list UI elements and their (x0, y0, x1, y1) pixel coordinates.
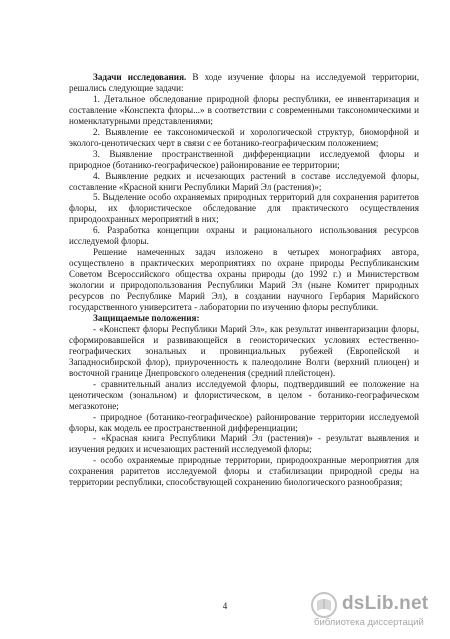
watermark-subtitle: библиотека диссертаций (314, 617, 424, 628)
defended-item: - «Конспект флоры Республики Марий Эл», как результат инвентаризации флоры, сформировавшейся и развивающейся в геоисторических условиях естественно-географических зональных и провинциальных рубежей (Европейской и Западносибирской флор), приуроченность к палеодолине Волги (верхний плиоцен) и восточной границе Днепровского оледенения (средний плейстоцен). (69, 323, 419, 378)
task-item: 1. Детальное обследование природной флоры республики, ее инвентаризация и составление «Конспекта флоры...» в соответствии с современными таксономическими и номенклатурными представлениями; (69, 93, 419, 126)
task-item: 5. Выделение особо охраняемых природных территорий для сохранения раритетов флоры, их флористическое обследование для практического осуществления природоохранных мероприятий в них; (69, 192, 419, 225)
defended-heading: Защищаемые положения: (93, 312, 200, 323)
task-item: 3. Выявление пространственной дифференциации исследуемой флоры и природное (ботанико-географическое) районирование ее территории; (69, 148, 419, 170)
task-item: 2. Выявление ее таксономической и хорологической структур, биоморфной и эколого-ценотических черт в связи с ее ботанико-географическим положением; (69, 126, 419, 148)
watermark-name: dsLib.net (342, 593, 429, 614)
defended-item: - сравнительный анализ исследуемой флоры, подтвердивший ее положение на ценотическом (зональном) и флористическом, в целом - ботанико-географическом мегаэкотоне; (69, 378, 419, 411)
intro-text: В ходе изучение флоры на исследуемой территории, решались следующие задачи: (69, 72, 419, 93)
tasks-heading: Задачи исследования. (93, 72, 187, 82)
watermark (310, 591, 440, 631)
task-item: 6. Разработка концепции охраны и рационального использования ресурсов исследуемой флоры. (69, 225, 419, 247)
summary-paragraph: Решение намеченных задач изложено в четырех монографиях автора, осуществлено в практических мероприятиях по охране природы Республиканским Советом Всероссийского общества охраны природы (до 1992 г.) и Министерством экологии и природопользования Республики Марий Эл (ныне Комитет природных ресурсов по Республике Марий Эл), в создании научного Гербария Марийского государственного университета - лаборатории по изучению флоры республики. (69, 247, 419, 313)
intro-paragraph (69, 72, 419, 94)
defended-item: - «Красная книга Республики Марий Эл (растения)» - результат выявления и изучения редких и исчезающих растений исследуемой флоры; (69, 433, 419, 455)
dslib-logo-icon (310, 591, 338, 619)
defended-item: - особо охраняемые природные территории, природоохранные мероприятия для сохранения раритетов исследуемой флоры и стабилизации природной среды на территории республики, способствующей сохранению биологического разнообразия; (69, 455, 419, 488)
defended-item: - природное (ботанико-географическое) районирование территории исследуемой флоры, как модель ее пространственной дифференциации; (69, 411, 419, 433)
page-number: 4 (222, 601, 228, 611)
task-item: 4. Выявление редких и исчезающих растений в составе исследуемой флоры, составление «Красной книги Республики Марий Эл (растения)»; (69, 170, 419, 192)
body-text (69, 72, 419, 488)
